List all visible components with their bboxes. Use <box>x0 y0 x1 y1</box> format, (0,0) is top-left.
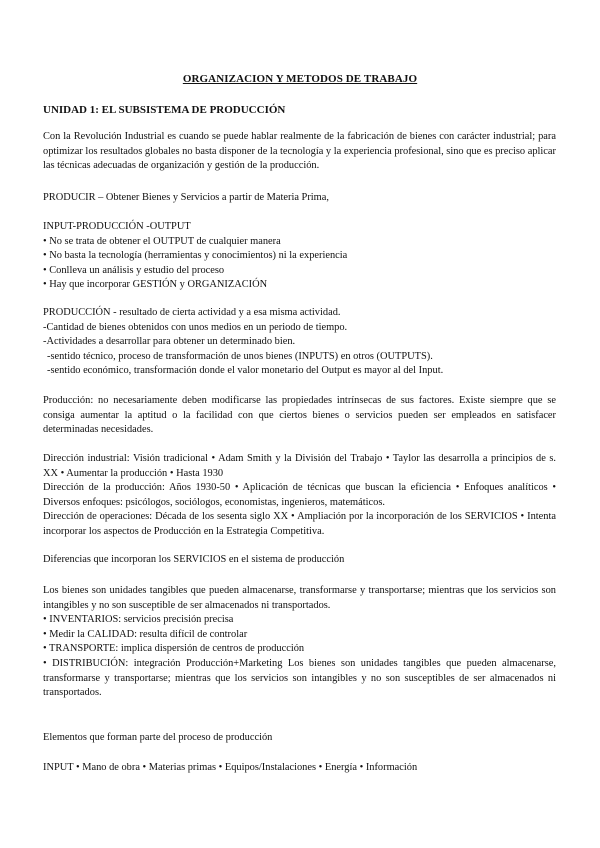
ipo-item: • Conlleva un análisis y estudio del proceso <box>43 264 225 276</box>
intro-paragraph: Con la Revolución Industrial es cuando se puede hablar realmente de la fabricación de bienes con carácter industrial; para optimizar los resultados globales no basta disponer de la tecnología y la experiencia profesional, sino que es preciso aplicar las técnicas adecuadas de organización y gestión de la producción. <box>43 131 556 172</box>
producir-definition: PRODUCIR – Obtener Bienes y Servicios a partir de Materia Prima, <box>43 192 329 203</box>
servicios-item: • Medir la CALIDAD: resulta difícil de controlar <box>43 628 248 640</box>
direccion-produccion: Dirección de la producción: Años 1930-50 • Aplicación de técnicas que buscan la eficiencia • Enfoques analíticos • Diversos enfoques: psicólogos, sociólogos, economistas, ingenieros, matemáticos. <box>43 482 556 508</box>
document-title: ORGANIZACION Y METODOS DE TRABAJO <box>182 73 418 85</box>
direcciones-section <box>43 452 556 540</box>
diferencias-heading: Diferencias que incorporan los SERVICIOS en el sistema de producción <box>43 554 345 565</box>
ipo-item: • Hay que incorporar GESTIÓN y ORGANIZACIÓN <box>43 279 268 291</box>
input-elements-line: INPUT • Mano de obra • Materias primas • Equipos/Instalaciones • Energía • Información <box>43 762 418 773</box>
produccion-sub-line: -sentido técnico, proceso de transformación de unos bienes (INPUTS) en otros (OUTPUTS). <box>47 350 433 362</box>
servicios-item: • TRANSPORTE: implica dispersión de centros de producción <box>43 643 305 655</box>
servicios-item: • INVENTARIOS: servicios precisión precisa <box>43 614 234 625</box>
distribucion-paragraph: • DISTRIBUCIÓN: integración Producción+Marketing Los bienes son unidades tangibles que pueden almacenarse, transformarse y transportarse; mientras que los servicios son intangibles y no son susceptibles de ser almacenados ni transportados. <box>43 658 556 699</box>
produccion-sub-line: -sentido económico, transformación donde el valor monetario del Output es mayor al del Input. <box>47 365 444 377</box>
ipo-item: • No se trata de obtener el OUTPUT de cualquier manera <box>43 235 281 247</box>
ipo-heading: INPUT-PRODUCCIÓN -OUTPUT <box>43 221 191 232</box>
direccion-operaciones: Dirección de operaciones: Década de los sesenta siglo XX • Ampliación por la incorporación de los SERVICIOS • Intenta incorporar los aspectos de Producción en la Estrategia Competitiva. <box>43 511 556 537</box>
ipo-item: • No basta la tecnología (herramientas y conocimientos) ni la experiencia <box>43 250 348 262</box>
bienes-paragraph: Los bienes son unidades tangibles que pueden almacenarse, transformarse y transportarse; mientras que los servicios son intangibles y no son susceptible de ser almacenados ni transportados. <box>43 585 556 611</box>
direccion-industrial: Dirección industrial: Visión tradicional • Adam Smith y la División del Trabajo • Taylor las desarrolla a principios de s. XX • Aumentar la producción • Hasta 1930 <box>43 453 556 479</box>
produccion-line: PRODUCCIÓN - resultado de cierta actividad y a esa misma actividad. <box>43 307 341 318</box>
unit-heading: UNIDAD 1: EL SUBSISTEMA DE PRODUCCIÓN <box>43 104 286 116</box>
produccion-line: -Cantidad de bienes obtenidos con unos medios en un periodo de tiempo. <box>43 321 348 333</box>
produccion-section <box>43 306 556 379</box>
produccion-definition-paragraph: Producción: no necesariamente deben modificarse las propiedades intrínsecas de sus factores. Existe siempre que se consiga aumentar la aptitud o la facilidad con que ciertos bienes o servicios pueden ser empleados en satisfacer determinadas necesidades. <box>43 395 556 436</box>
input-produccion-output-section <box>43 220 556 293</box>
elementos-heading: Elementos que forman parte del proceso de producción <box>43 732 273 743</box>
produccion-line: -Actividades a desarrollar para obtener un determinado bien. <box>43 336 296 348</box>
servicios-list <box>43 613 556 657</box>
